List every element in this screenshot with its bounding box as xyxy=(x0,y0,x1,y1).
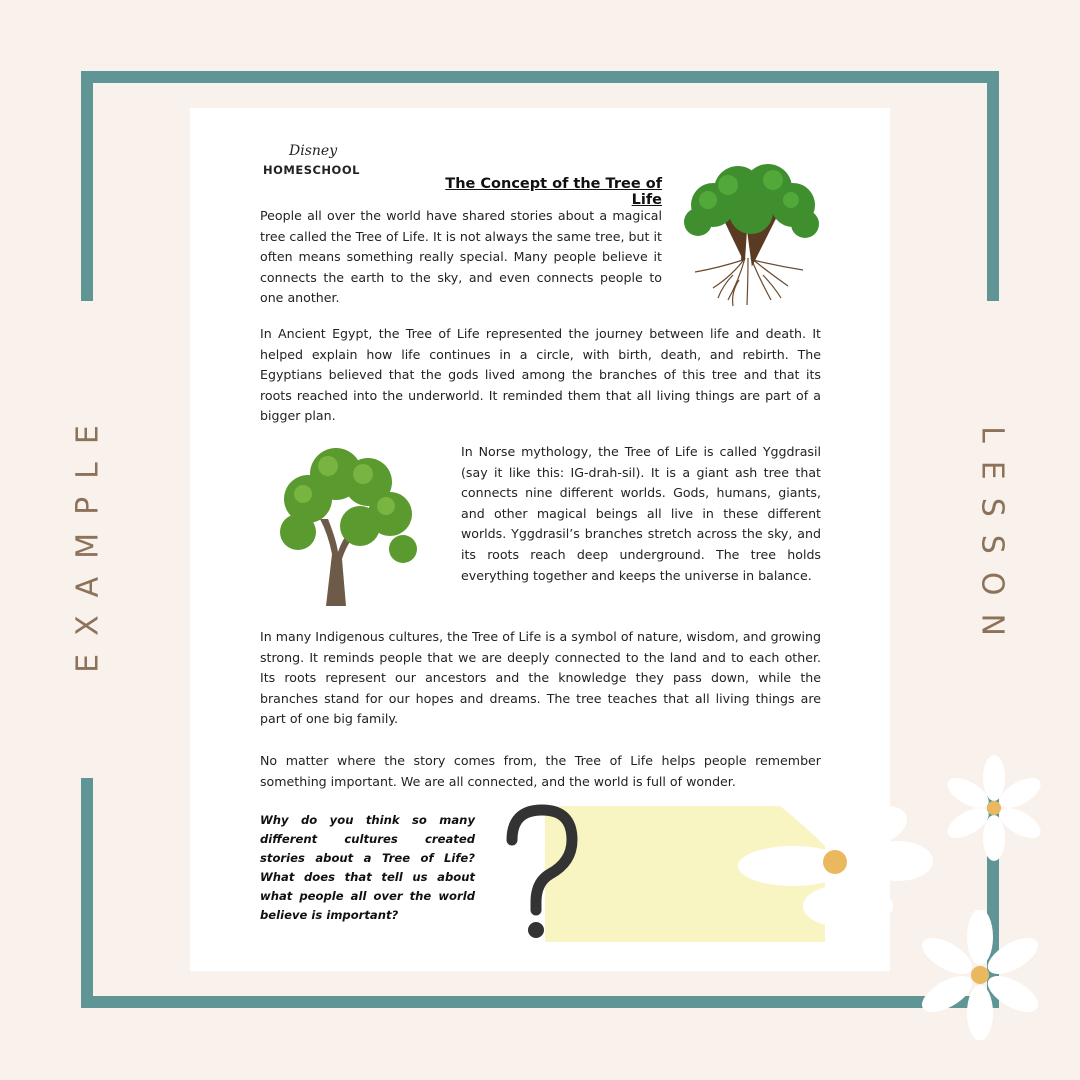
paragraph-norse: In Norse mythology, the Tree of Life is called Yggdrasil (say it like this: IG-drah-sil). It is a giant ash tree that connects nine different worlds. Gods, humans, giants, and other magical beings all live in these different worlds. Yggdrasil’s branches stretch across the sky, and its roots reach deep underground. The tree holds everything together and keeps the universe in balance. xyxy=(461,444,821,583)
paragraph-intro: People all over the world have shared stories about a magical tree called the Tree of Life. It is not always the same tree, but it often means something really special. Many people believe it connects the earth to the sky, and even connects people to one another. xyxy=(260,208,662,306)
frame-top-border xyxy=(81,71,999,83)
frame-left-upper-border xyxy=(81,71,93,301)
ash-tree-foliage xyxy=(280,448,417,563)
paragraph-indigenous: In many Indigenous cultures, the Tree of Life is a symbol of nature, wisdom, and growing strong. It reminds people that we are deeply connected to the land and to each other. Its roots represent our ancestors and the knowledge they pass down, while the branches stand for our hopes and dreams. The tree teaches that all living things are part of one big family. xyxy=(260,629,821,727)
frame-right-upper-border xyxy=(987,71,999,301)
reflection-question: Why do you think so many different cultures created stories about a Tree of Life? What does that tell us about what people all over the world believe is important? xyxy=(260,813,475,922)
paragraph-conclusion: No matter where the story comes from, the Tree of Life helps people remember something important. We are all connected, and the world is full of wonder. xyxy=(260,753,821,789)
logo-script-text: Disney xyxy=(289,143,338,159)
logo-word-text: HOMESCHOOL xyxy=(263,163,360,177)
disney-homeschool-logo xyxy=(263,143,363,179)
side-label-lesson: LESSON xyxy=(974,426,1010,654)
daisy-flower-icon xyxy=(934,755,1054,865)
daisy-flower-icon xyxy=(905,910,1055,1040)
side-label-example: EXAMPLE xyxy=(70,407,106,673)
ash-tree-image xyxy=(268,444,423,609)
document-title: The Concept of the Tree of Life xyxy=(445,176,662,208)
tree-with-roots-image xyxy=(673,160,823,310)
daisy-flower-icon xyxy=(738,806,938,926)
frame-bottom-border xyxy=(81,996,999,1008)
paragraph-egypt: In Ancient Egypt, the Tree of Life represented the journey between life and death. It helped explain how life continues in a circle, with birth, death, and rebirth. The Egyptians believed that the gods lived among the branches of this tree and that its roots reached into the underworld. It reminded them that all living things are part of a bigger plan. xyxy=(260,326,821,424)
question-mark-icon xyxy=(500,802,582,942)
frame-left-lower-border xyxy=(81,778,93,1008)
tree-roots xyxy=(695,258,803,306)
